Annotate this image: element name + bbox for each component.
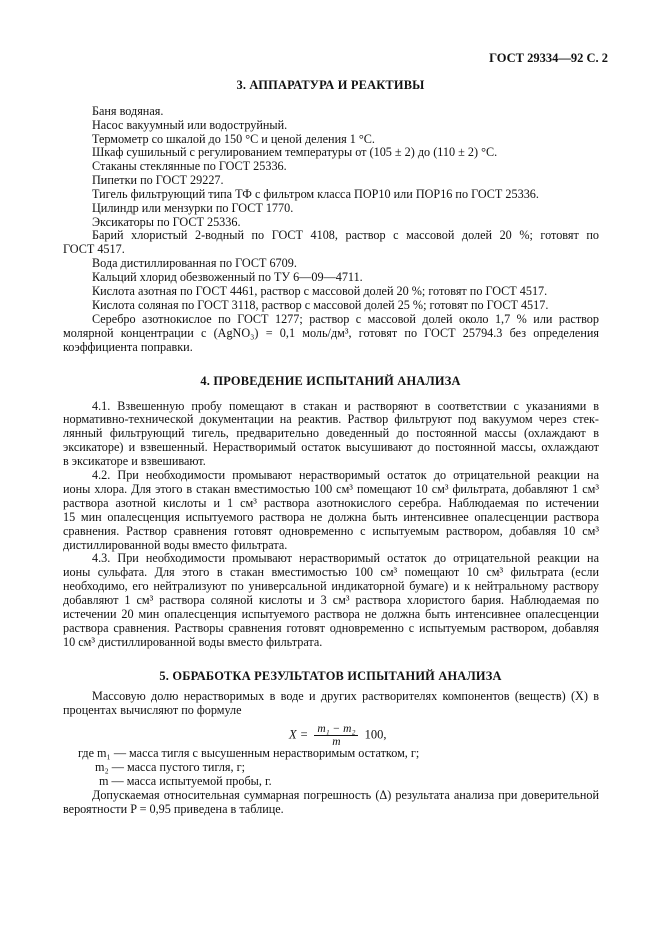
- text-line: Кислота азотная по ГОСТ 4461, раствор с массовой долей 20 %; готовят по ГОСТ 4517.: [92, 284, 548, 298]
- section-3-title: 3. АППАРАТУРА И РЕАКТИВЫ: [236, 78, 425, 92]
- text-line: процентах вычисляют по формуле: [63, 703, 242, 717]
- text-line: ионы хлора. Для этого в стакан вместимостью 100 см³ помещают 10 см³ фильтрата, добавляют 1 см³: [63, 482, 599, 496]
- text-line: лянный фильтрующий тигель, предварительно доведенный до постоянной массы (охлаждают в: [63, 426, 599, 440]
- formula-denominator: m: [332, 736, 341, 748]
- formula-factor: 100,: [364, 727, 387, 742]
- text-line: Тигель фильтрующий типа ТФ с фильтром класса ПОР10 или ПОР16 по ГОСТ 25336.: [92, 187, 539, 201]
- text-line: 4.1. Взвешенную пробу помещают в стакан и растворяют в соответствии с указаниями в: [92, 399, 599, 413]
- text-line: Барий хлористый 2-водный по ГОСТ 4108, раствор с массовой долей 20 %; готовят по: [92, 228, 599, 242]
- text-line: Насос вакуумный или водоструйный.: [92, 118, 288, 132]
- text-line: нормативно-технической документации на реактив. Раствор фильтруют под вакуумом через стек-: [63, 412, 599, 426]
- page-header: ГОСТ 29334—92 С. 2: [489, 51, 608, 65]
- text-line: 4.3. При необходимости промывают нерастворимый остаток до отрицательной реакции на: [92, 551, 599, 565]
- text-line: молярной концентрации с (AgNO₃) = 0,1 моль/дм³, готовят по ГОСТ 25794.3 без определения: [63, 326, 599, 340]
- text-line: Баня водяная.: [92, 104, 164, 118]
- text-line: эксикаторе) и взвешенный. Нерастворимый остаток высушивают до постоянной массы, охлаждают: [63, 440, 599, 454]
- text-line: Допускаемая относительная суммарная погрешность (Δ) результата анализа при доверительной: [92, 788, 599, 802]
- text-line: m₂ — масса пустого тигля, г;: [95, 760, 245, 774]
- formula-numerator: m₁ − m₂: [314, 723, 358, 736]
- text-line: раствора сравнения. Растворы сравнения готовят одновременно с испытуемым раствором, добавляя: [63, 621, 599, 635]
- text-line: Массовую долю нерастворимых в воде и других растворителях компонентов (веществ) (X) в: [92, 689, 599, 703]
- text-line: Пипетки по ГОСТ 29227.: [92, 173, 224, 187]
- formula: [289, 723, 386, 748]
- text-line: в эксикаторе и взвешивают.: [63, 454, 206, 468]
- text-line: вероятности P = 0,95 приведена в таблице.: [63, 802, 284, 816]
- text-line: Кальций хлорид обезвоженный по ТУ 6—09—4711.: [92, 270, 363, 284]
- text-line: ионы сульфата. Для этого в стакан вместимостью 100 см³ помещают 10 см³ фильтрата (если: [63, 565, 599, 579]
- text-line: ГОСТ 4517.: [63, 242, 125, 256]
- text-line: истечении 20 мин опалесценция испытуемого раствора не должна быть интенсивнее опалесценции: [63, 607, 599, 621]
- text-line: 4.2. При необходимости промывают нерастворимый остаток до отрицательной реакции на: [92, 468, 599, 482]
- section-5-title: 5. ОБРАБОТКА РЕЗУЛЬТАТОВ ИСПЫТАНИЙ АНАЛИЗА: [159, 669, 502, 683]
- text-line: дистиллированной воды вместо фильтрата.: [63, 538, 288, 552]
- text-line: m — масса испытуемой пробы, г.: [99, 774, 272, 788]
- text-line: Стаканы стеклянные по ГОСТ 25336.: [92, 159, 287, 173]
- formula-lhs: X =: [289, 727, 309, 742]
- text-line: Кислота соляная по ГОСТ 3118, раствор с массовой долей 25 %; готовят по ГОСТ 4517.: [92, 298, 549, 312]
- text-line: необходимо, его нейтрализуют по универсальной индикаторной бумаге) и к нейтральному раствору: [63, 579, 599, 593]
- text-line: Серебро азотнокислое по ГОСТ 1277; раствор с массовой долей около 1,7 % или раствор: [92, 312, 599, 326]
- text-line: сравнения. Раствор сравнения готовят одновременно с испытуемым раствором, добавляя 10 см³: [63, 524, 599, 538]
- text-line: Вода дистиллированная по ГОСТ 6709.: [92, 256, 297, 270]
- text-line: Термометр со шкалой до 150 °С и ценой деления 1 °С.: [92, 132, 375, 146]
- text-line: Эксикаторы по ГОСТ 25336.: [92, 215, 241, 229]
- text-line: 15 мин опалесценция испытуемого раствора не должна быть интенсивнее опалесценции раствора: [63, 510, 599, 524]
- formula-fraction: [314, 723, 358, 748]
- text-line: добавляют 1 см³ раствора соляной кислоты и 3 см³ раствора хлористого бария. Наблюдаемая по: [63, 593, 599, 607]
- text-line: коэффициента поправки.: [63, 340, 193, 354]
- text-line: раствора азотной кислоты и 1 см³ раствора азотнокислого серебра. Наблюдаемая по истечении: [63, 496, 599, 510]
- text-line: где m₁ — масса тигля с высушенным нерастворимым остатком, г;: [78, 746, 420, 760]
- section-4-title: 4. ПРОВЕДЕНИЕ ИСПЫТАНИЙ АНАЛИЗА: [200, 374, 461, 388]
- text-line: Цилиндр или мензурки по ГОСТ 1770.: [92, 201, 294, 215]
- text-line: 10 см³ дистиллированной воды вместо фильтрата.: [63, 635, 323, 649]
- text-line: Шкаф сушильный с регулированием температуры от (105 ± 2) до (110 ± 2) °С.: [92, 145, 498, 159]
